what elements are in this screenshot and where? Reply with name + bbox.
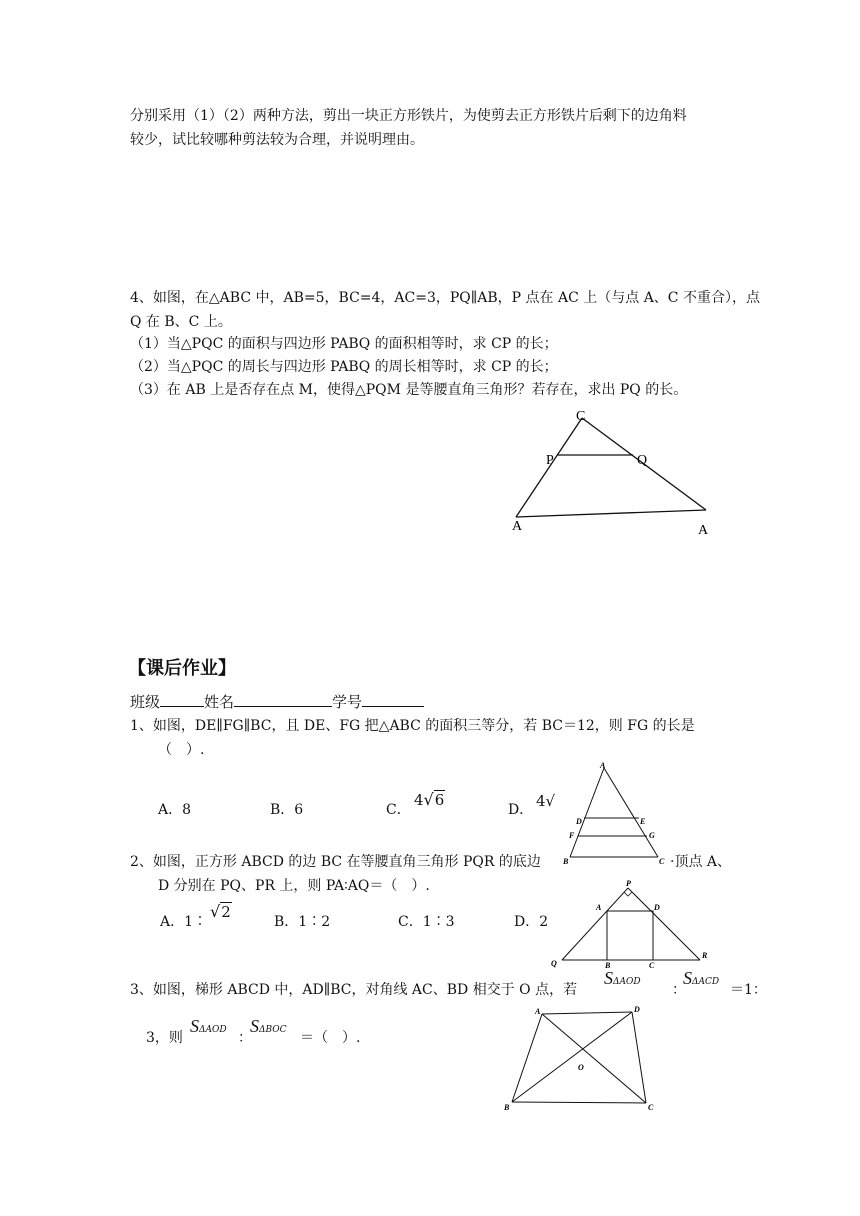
hq1-figure bbox=[560, 760, 670, 868]
hq2-label-b: B bbox=[605, 961, 611, 968]
q4-sub-2: （2）当△PQC 的周长与四边形 PABQ 的周长相等时，求 CP 的长； bbox=[130, 359, 558, 375]
hq3-side-ab bbox=[512, 1014, 542, 1102]
hq1-option-d-expr: 4√ bbox=[536, 792, 556, 810]
hq3-s-symbol-1: S bbox=[604, 968, 613, 988]
q4-side-ab bbox=[516, 510, 706, 517]
hq1-label-d: D bbox=[576, 817, 582, 826]
q4-label-p: P bbox=[546, 453, 554, 468]
class-blank[interactable] bbox=[160, 690, 204, 707]
hq3-s-symbol-4: S bbox=[250, 1016, 259, 1036]
hq1-option-c-coef: 4 bbox=[414, 791, 424, 809]
hq1-line-2: （ ）. bbox=[158, 742, 205, 758]
q4-sub-3: （3）在 AB 上是否存在点 M，使得△PQM 是等腰直角三角形？若存在，求出 PQ 的长。 bbox=[130, 382, 688, 398]
hq3-sub-acd: ΔACD bbox=[692, 977, 720, 987]
q4-line-2: Q 在 B、C 上。 bbox=[130, 314, 232, 330]
hq1-side-ac bbox=[604, 768, 658, 857]
hq1-label-a: A bbox=[600, 761, 606, 770]
hq2-side-pq bbox=[562, 888, 628, 960]
hq3-line-2-pre: 3，则 bbox=[146, 1030, 183, 1046]
hq3-side-bc bbox=[512, 1102, 646, 1103]
hq2-label-r: R bbox=[702, 951, 708, 960]
q4-sub-1: （1）当△PQC 的面积与四边形 PABQ 的面积相等时，求 CP 的长； bbox=[130, 336, 558, 352]
q4-label-c: C bbox=[576, 409, 586, 424]
hq3-side-ad bbox=[542, 1012, 632, 1014]
hq3-label-d: D bbox=[634, 1005, 640, 1014]
hq2-label-q: Q bbox=[551, 959, 557, 968]
hq1-option-c-radicand: 6 bbox=[434, 791, 445, 809]
hq3-label-b: B bbox=[504, 1103, 510, 1112]
hq3-line-2-post: ＝（ ）. bbox=[300, 1030, 361, 1046]
hq2-option-a-prefix: A．1∶ bbox=[160, 914, 208, 930]
hq1-label-f: F bbox=[569, 831, 575, 840]
hq2-option-c: C．1∶3 bbox=[398, 914, 455, 930]
hq3-eq-1: ＝1： bbox=[730, 982, 767, 998]
hq1-label-c: C bbox=[659, 857, 665, 866]
hq3-figure bbox=[498, 1004, 668, 1112]
hq1-option-c bbox=[386, 800, 411, 820]
q4-line-1: 4、如图，在△ABC 中，AB=5，BC=4，AC=3，PQ∥AB，P 点在 AC 上（与点 A、C 不重合），点 bbox=[130, 290, 760, 306]
q4-label-a-right: A bbox=[698, 523, 709, 538]
hq2-side-pr bbox=[628, 888, 700, 960]
hq2-option-d: D．2 bbox=[514, 914, 549, 930]
hq2-right-angle-mark bbox=[624, 892, 632, 896]
hq3-side-dc bbox=[632, 1012, 646, 1103]
hq3-sub-aod: ΔAOD bbox=[613, 977, 641, 987]
hq2-option-a-root: √2 bbox=[210, 902, 231, 921]
hq1-option-b: B．6 bbox=[270, 802, 304, 818]
id-label: 学号 bbox=[332, 693, 363, 711]
hq3-label-o: O bbox=[578, 1063, 584, 1072]
hq2-label-a: A bbox=[596, 903, 602, 912]
hq2-line-1b: ·顶点 A、 bbox=[670, 854, 732, 870]
hq3-diagonal-bd bbox=[512, 1012, 632, 1102]
hq3-sub-boc: ΔBOC bbox=[259, 1025, 287, 1035]
hq2-figure bbox=[545, 876, 720, 968]
name-label: 姓名 bbox=[204, 693, 235, 711]
hq3-ratio-expr-3 bbox=[190, 1016, 227, 1037]
hq2-label-c: C bbox=[649, 961, 655, 968]
id-blank[interactable] bbox=[362, 690, 424, 707]
hq2-square-abcd bbox=[607, 911, 653, 960]
homework-title: 【课后作业】 bbox=[128, 658, 236, 679]
hq1-option-c-expr: 4√6 bbox=[414, 790, 445, 809]
hq3-sub-aod-2: ΔAOD bbox=[199, 1025, 227, 1035]
hq3-s-symbol-2: S bbox=[683, 968, 692, 988]
hq1-label-e: E bbox=[640, 817, 646, 826]
hq3-ratio-expr-2 bbox=[683, 968, 719, 989]
hq3-colon-2: ： bbox=[238, 1030, 252, 1046]
hq3-line-1: 3、如图，梯形 ABCD 中，AD∥BC，对角线 AC、BD 相交于 O 点，若 bbox=[130, 982, 578, 998]
q4-triangle-figure bbox=[500, 404, 720, 540]
hq2-option-a bbox=[160, 912, 207, 932]
hq1-line-1: 1、如图，DE∥FG∥BC，且 DE、FG 把△ABC 的面积三等分，若 BC＝12，则 FG 的长是 bbox=[130, 718, 695, 734]
class-label: 班级 bbox=[130, 693, 161, 711]
hq1-side-ab bbox=[570, 768, 604, 857]
hq2-label-d: D bbox=[654, 903, 660, 912]
hq1-option-c-prefix: C． bbox=[386, 802, 411, 818]
hq2-line-1a: 2、如图，正方形 ABCD 的边 BC 在等腰直角三角形 PQR 的底边 bbox=[130, 854, 541, 870]
hq1-option-d-prefix: D． bbox=[508, 802, 534, 818]
hq2-option-a-radicand: 2 bbox=[221, 903, 231, 921]
q4-label-a-left: A bbox=[512, 519, 523, 534]
hq1-label-b: B bbox=[563, 857, 569, 866]
hq2-line-2: D 分别在 PQ、PR 上，则 PA∶AQ＝（ ）. bbox=[158, 878, 430, 894]
student-info-line bbox=[130, 690, 424, 713]
hq3-label-c: C bbox=[648, 1103, 654, 1112]
hq3-label-a: A bbox=[535, 1007, 541, 1016]
name-blank[interactable] bbox=[234, 690, 332, 707]
hq3-ratio-expr-4 bbox=[250, 1016, 287, 1037]
hq3-colon-1: ： bbox=[672, 982, 686, 998]
hq2-option-b: B．1∶2 bbox=[274, 914, 331, 930]
hq3-diagonal-ac bbox=[542, 1014, 646, 1103]
hq1-option-a: A．8 bbox=[158, 802, 192, 818]
hq3-s-symbol-3: S bbox=[190, 1016, 199, 1036]
intro-line-1: 分别采用（1）（2）两种方法，剪出一块正方形铁片，为使剪去正方形铁片后剩下的边角料 bbox=[130, 108, 687, 124]
hq1-label-g: G bbox=[649, 831, 655, 840]
q4-label-q: Q bbox=[637, 453, 648, 468]
intro-line-2: 较少，试比较哪种剪法较为合理，并说明理由。 bbox=[130, 132, 424, 148]
hq2-label-p: P bbox=[626, 879, 631, 888]
hq1-option-d bbox=[508, 800, 533, 820]
hq3-ratio-expr bbox=[604, 968, 641, 989]
